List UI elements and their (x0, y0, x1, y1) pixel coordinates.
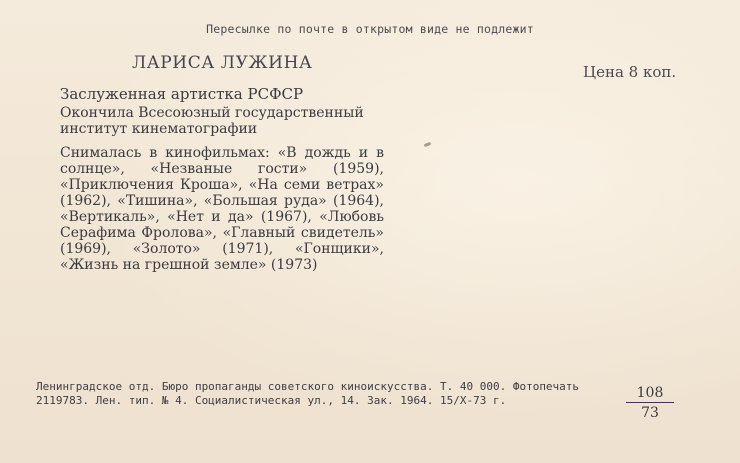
honorary-title: Заслуженная артистка РСФСР (60, 85, 304, 103)
catalog-fraction (626, 385, 674, 421)
filmography-text: Снималась в кинофильмах: «В дождь и в солнце», «Незваные гости» (1959), «Приключения Кроша», «На семи ветрах» (1962), «Тишина», «Большая руда» (1964), «Вертикаль», «Нет и да» (1967), «Любовь Серафима Фролова», «Главный свидетель» (1969), «Золото» (1971), «Гонщики», «Жизнь на грешной земле» (1973) (60, 145, 384, 273)
fraction-denominator: 73 (641, 405, 659, 421)
imprint-line-1: Ленинградское отд. Бюро пропаганды советского киноискусства. Т. 40 000. Фотопечать (36, 380, 580, 393)
paper-speck (424, 142, 432, 147)
fraction-numerator: 108 (626, 385, 674, 403)
biography (60, 86, 384, 273)
education-text: Окончила Всесоюзный государственный институт кинематографии (60, 105, 364, 137)
imprint-line-2: 2119783. Лен. тип. № 4. Социалистическая ул., 14. Зак. 1964. 15/X-73 г. (36, 394, 507, 407)
imprint (36, 380, 579, 408)
mail-notice: Пересылке по почте в открытом виде не подлежит (206, 22, 534, 36)
price-label: Цена 8 коп. (583, 63, 677, 81)
actress-name: ЛАРИСА ЛУЖИНА (132, 53, 313, 73)
